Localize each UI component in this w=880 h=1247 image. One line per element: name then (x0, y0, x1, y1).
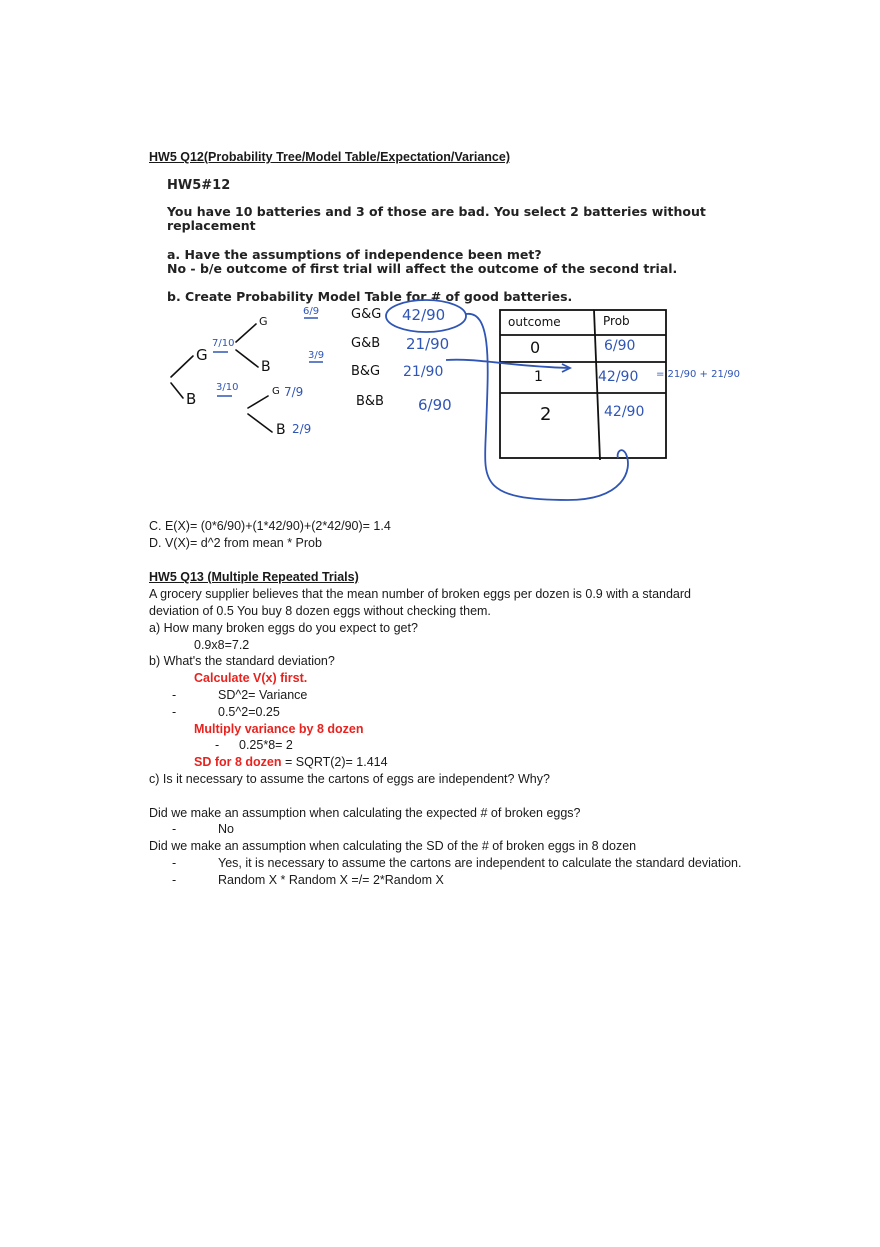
table-outcome-1: 1 (534, 369, 543, 385)
q13-question-b: b) What's the standard deviation? (149, 654, 335, 668)
bullet-row-5 (172, 872, 444, 889)
assumption-answer-2a: Yes, it is necessary to assume the cartons are independent to calculate the standard deviation. (218, 856, 742, 870)
bullet-row-3 (172, 821, 234, 838)
tree-branch-g (171, 356, 193, 377)
sd-8-dozen-value: = SQRT(2)= 1.414 (281, 755, 388, 769)
outcome-prob-gb: 21/90 (406, 335, 450, 353)
table-header-prob: Prob (603, 314, 630, 328)
bullet-dash: - (215, 738, 220, 752)
outcome-prob-gg: 42/90 (402, 306, 446, 324)
tree-branch-b (171, 383, 183, 398)
table-sum-note: = 21/90 + 21/90 (656, 369, 740, 380)
bullet-dash: - (172, 873, 177, 887)
question-a: a. Have the assumptions of independence been met? (167, 247, 542, 262)
bullet-sd-squared: SD^2= Variance (218, 688, 308, 702)
assumption-question-2: Did we make an assumption when calculating the SD of the # of broken eggs in 8 dozen (149, 839, 637, 853)
table-prob-2: 42/90 (604, 404, 645, 420)
sd-8-dozen-label: SD for 8 dozen (194, 755, 282, 769)
bullet-row-4 (172, 855, 741, 872)
q13-question-a: a) How many broken eggs do you expect to get? (149, 621, 418, 635)
q13-question-c: c) Is it necessary to assume the cartons of eggs are independent? Why? (149, 772, 550, 786)
sub-bullet-variance-8: 0.25*8= 2 (239, 738, 293, 752)
q12-part-d: D. V(X)= d^2 from mean * Prob (149, 536, 322, 550)
tree-node-gg: G (259, 315, 268, 328)
answer-a: No - b/e outcome of first trial will affect the outcome of the second trial. (167, 261, 678, 276)
table-header-outcome: outcome (508, 315, 561, 329)
sub-bullet-row (215, 737, 293, 754)
q13-calc-first: Calculate V(x) first. (194, 671, 308, 685)
question-b: b. Create Probability Model Table for # of good batteries. (167, 289, 573, 304)
table-prob-0: 6/90 (604, 338, 636, 354)
bullet-row-1 (172, 687, 307, 704)
tree-prob-b: 3/10 (216, 382, 239, 393)
tree-branch-gb (236, 350, 258, 367)
outcome-pair-gb: G&B (351, 336, 381, 351)
assumption-question-1: Did we make an assumption when calculating the expected # of broken eggs? (149, 806, 581, 820)
outcome-pair-gg: G&G (351, 307, 382, 322)
table-outcome-0: 0 (530, 338, 541, 357)
tree-branch-bb (248, 414, 272, 432)
tree-prob-gb: 3/9 (308, 350, 325, 361)
homework-image (148, 170, 738, 510)
tree-branch-gg (236, 324, 256, 342)
q13-answer-a: 0.9x8=7.2 (194, 638, 250, 652)
tree-prob-bb: 2/9 (292, 422, 312, 436)
tree-node-g: G (196, 346, 208, 364)
tree-node-b: B (186, 390, 197, 408)
problem-line-2: replacement (167, 218, 256, 233)
outcome-pair-bb: B&B (356, 394, 384, 409)
bullet-dash: - (172, 705, 177, 719)
q13-heading: HW5 Q13 (Multiple Repeated Trials) (149, 570, 359, 584)
tree-node-bb: B (276, 422, 286, 438)
tree-node-gb: B (261, 359, 271, 375)
assumption-answer-2b: Random X * Random X =/= 2*Random X (218, 873, 444, 887)
q12-heading: HW5 Q12(Probability Tree/Model Table/Expectation/Variance) (149, 150, 510, 164)
tree-node-bg: G (272, 386, 280, 397)
assumption-answer-1: No (218, 822, 234, 836)
tree-prob-g: 7/10 (212, 338, 235, 349)
tree-prob-bg: 7/9 (284, 385, 304, 399)
bullet-dash: - (172, 822, 177, 836)
image-title: HW5#12 (167, 178, 231, 193)
bullet-dash: - (172, 688, 177, 702)
bullet-dash: - (172, 856, 177, 870)
model-table-grid (500, 310, 666, 460)
outcome-prob-bb: 6/90 (418, 396, 452, 414)
tree-branch-bg (248, 396, 268, 408)
bullet-row-2 (172, 704, 280, 721)
table-outcome-2: 2 (540, 404, 552, 425)
table-prob-1: 42/90 (598, 369, 639, 385)
outcome-prob-bg: 21/90 (403, 364, 444, 380)
problem-line-1: You have 10 batteries and 3 of those are bad. You select 2 batteries without (167, 204, 706, 219)
tree-prob-gg: 6/9 (303, 306, 320, 317)
bullet-variance-calc: 0.5^2=0.25 (218, 705, 280, 719)
sd-8-dozen-row (194, 754, 388, 771)
q13-intro-line-1: A grocery supplier believes that the mean number of broken eggs per dozen is 0.9 with a standard (149, 587, 691, 601)
q13-multiply-variance: Multiply variance by 8 dozen (194, 722, 364, 736)
outcome-pair-bg: B&G (351, 364, 381, 379)
q12-part-c: C. E(X)= (0*6/90)+(1*42/90)+(2*42/90)= 1.4 (149, 519, 391, 533)
q13-intro-line-2: deviation of 0.5 You buy 8 dozen eggs without checking them. (149, 604, 491, 618)
